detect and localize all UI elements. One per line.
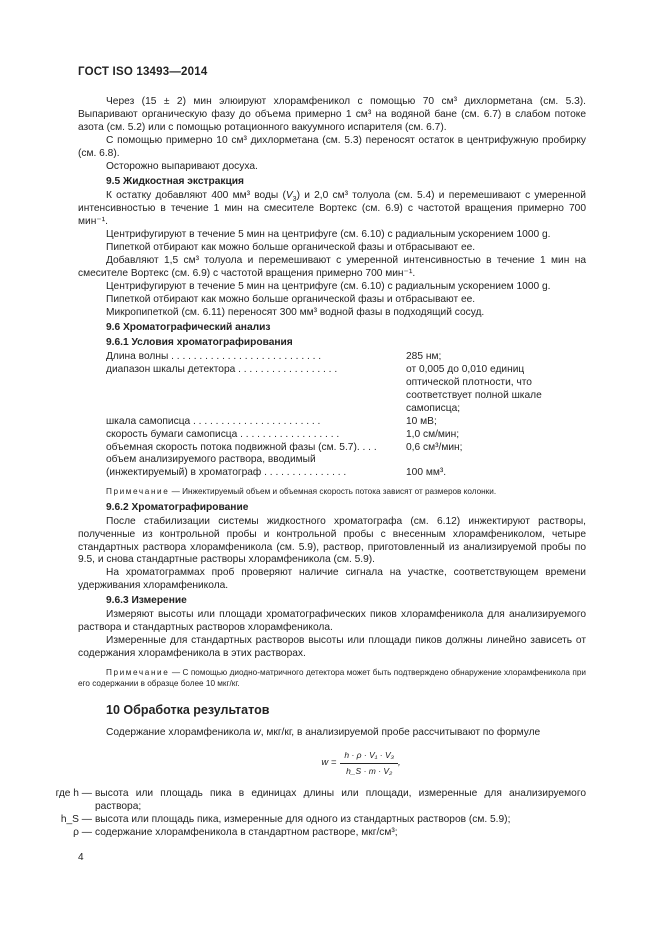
condition-value: 1,0 см/мин; [406,428,460,440]
section-heading-9-6-2: 9.6.2 Хроматографирование [106,501,249,513]
paragraph: На хроматограммах проб проверяют наличие сигнала на участке, соответствующем времени удерживания хлорамфеникола. [78,567,586,592]
paragraph: С помощью примерно 10 см³ дихлорметана (см. 5.3) переносят остаток в центрифужную пробирку (см. 6.8). [78,134,586,159]
condition-label: диапазон шкалы детектора . . . . . . . . . . . . . . . . . . [106,364,338,376]
definition-row [46,827,586,840]
paragraph: Центрифугируют в течение 5 мин на центрифуге (см. 6.10) с радиальным ускорением 1000 g. [106,229,551,241]
condition-label: скорость бумаги самописца . . . . . . . . . . . . . . . . . . [106,428,340,440]
paragraph [78,190,586,229]
definition-text: содержание хлорамфеникола в стандартном растворе, мкг/см³; [95,827,398,838]
condition-label: (инжектируемый) в хроматограф . . . . . . . . . . . . . . . [106,467,347,479]
section-heading-9-6-3: 9.6.3 Измерение [106,595,187,607]
note-text: — Инжектируемый объем и объемная скорость потока зависят от размеров колонки. [169,487,497,497]
condition-label: объемная скорость потока подвижной фазы (см. 5.7). . . . [106,441,377,453]
section-heading-9-5: 9.5 Жидкостная экстракция [106,176,244,188]
definition-text: высота или площадь пика, измеренные для одного из стандартных растворов (см. 5.9); [95,814,511,826]
condition-value: 0,6 см³/мин; [406,441,463,453]
section-heading-9-6: 9.6 Хроматографический анализ [106,322,271,334]
definition-symbol: h_S — [60,814,92,826]
formula-numerator: h · ρ · V₁ · V₃ [340,749,398,764]
section-heading-10: 10 Обработка результатов [106,702,270,717]
condition-value: 100 мм³. [406,467,447,479]
definition-row [46,788,586,814]
formula-fraction [340,749,398,778]
paragraph: Пипеткой отбирают как можно больше органической фазы и отбрасывают ее. [106,241,476,253]
formula-tail: , [398,757,401,769]
condition-value: 10 мВ; [406,415,437,427]
note [78,667,586,690]
condition-row [106,364,578,416]
paragraph: Осторожно выпаривают досуха. [106,160,258,172]
variable: w [253,726,261,738]
condition-row [106,442,578,455]
page-header: ГОСТ ISO 13493—2014 [78,66,208,78]
condition-value-empty [406,454,578,467]
note [106,486,586,498]
paragraph: После стабилизации системы жидкостного хроматографа (см. 6.12) инжектируют растворы, полученные из контрольной пробы и контрольной пробы с внесенным хлорамфениколом, четыре стандартных раствора хлорамфеникола (см. 5.9), раствор, приготовленный из анализируемой пробы по 9.5, и снова стандартные растворы хлорамфеникола (см. 5.9). [78,515,586,566]
note-text: — С помощью диодно-матричного детектора может быть подтверждено обнаружение хлорамфеникола при его содержании в образце более 10 мкг/кг. [78,667,586,689]
paragraph: Через (15 ± 2) мин элюируют хлорамфеникол с помощью 70 см³ дихлорметана (см. 5.3). Выпаривают органическую фазу до объема примерно 1 см³ на водяной бане (см. 6.7) в слабом потоке азота (см. 5.2) или с помощью ротационного вакуумного испарителя (см. 6.7). [78,96,586,133]
section-heading-9-6-1: 9.6.1 Условия хроматографирования [106,337,293,349]
formula-lhs: w = [321,757,337,769]
paragraph [78,727,586,740]
condition-row [106,416,578,429]
condition-row [106,467,578,480]
condition-value: 285 нм; [406,351,442,363]
note-label: Примечание [106,487,170,497]
note-label: Примечание [106,667,170,677]
definitions-list [46,788,586,840]
formula-expression [321,749,400,778]
definition-text: высота или площадь пика в единицах длины или площади, измеренные для анализируемого раствора; [95,788,586,813]
paragraph: Пипеткой отбирают как можно больше органической фазы и отбрасывают ее. [106,293,476,305]
formula [78,749,586,778]
page-number: 4 [78,852,84,863]
paragraph: Микропипеткой (см. 6.11) переносят 300 мм³ водной фазы в подходящий сосуд. [106,306,485,318]
text-run: , мкг/кг, в анализируемой пробе рассчитывают по формуле [260,726,541,738]
definition-symbol: где h — [55,788,92,800]
conditions-list [106,351,578,480]
paragraph: Добавляют 1,5 см³ толуола и перемешивают с умеренной интенсивностью в течение 1 мин на смесителе Вортекс (см. 6.9) с частотой вращения примерно 700 мин⁻¹. [78,254,586,279]
definition-symbol: ρ — [73,827,92,838]
formula-denominator: h_S · m · V₂ [346,766,393,777]
condition-row [106,351,578,364]
paragraph: Измеренные для стандартных растворов высоты или площади пиков должны линейно зависеть от содержания хлорамфеникола в этих растворах. [78,634,586,659]
text-run: ) и 2,0 см³ толуола (см. 5.4) и перемешивают с умеренной интенсивностью в течение 1 мин на смесителе Вортекс (см. 6.9) с частотой вращения примерно 700 мин⁻¹. [78,190,586,228]
page-content [55,96,586,840]
condition-label: объем анализируемого раствора, вводимый [106,454,316,466]
condition-value: от 0,005 до 0,010 единиц оптической плотности, что соответствует полной шкале самописца; [406,364,542,414]
condition-label: Длина волны . . . . . . . . . . . . . . . . . . . . . . . . . . . [106,351,322,363]
paragraph: Измеряют высоты или площади хроматографических пиков хлорамфеникола для анализируемого раствора и стандартных растворов хлорамфеникола. [78,609,586,633]
condition-label: шкала самописца . . . . . . . . . . . . . . . . . . . . . . . [106,415,321,427]
condition-row [106,454,578,467]
paragraph: Центрифугируют в течение 5 мин на центрифуге (см. 6.10) с радиальным ускорением 1000 g. [106,280,551,292]
text-run: К остатку добавляют 400 мм³ воды ( [106,190,286,202]
variable: V [285,190,293,202]
subscript: 3 [292,196,297,204]
condition-row [106,429,578,442]
definition-row [46,814,586,827]
text-run: Содержание хлорамфеникола [106,726,254,738]
